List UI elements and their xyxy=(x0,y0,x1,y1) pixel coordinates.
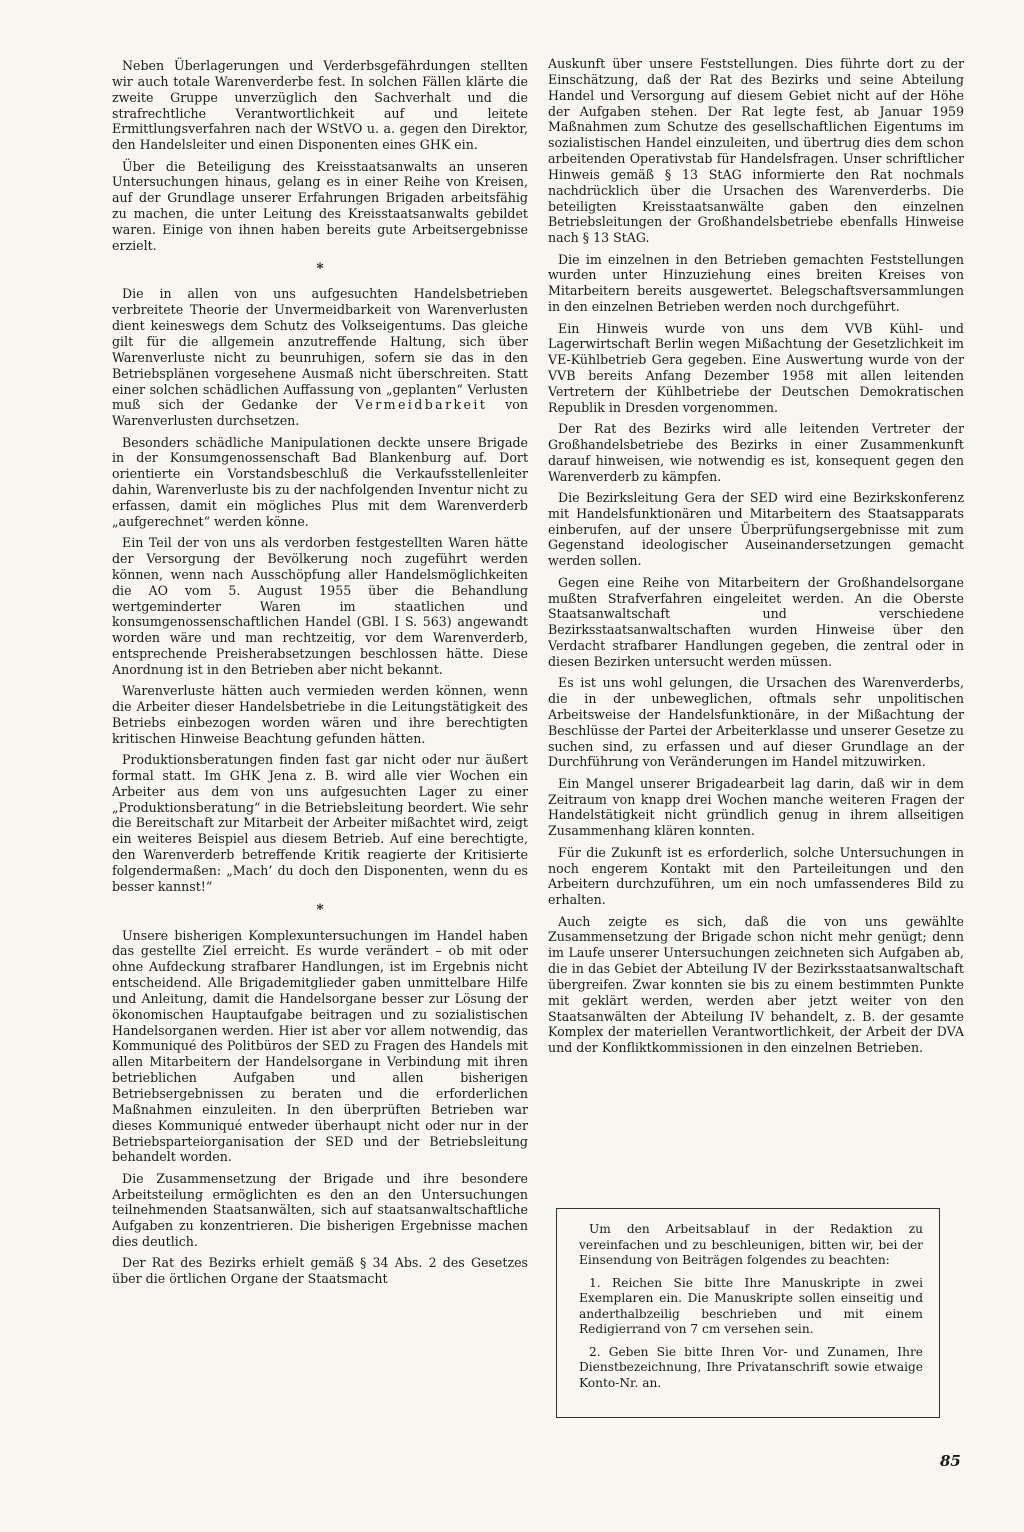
paragraph: Besonders schädliche Manipulationen deckte unsere Brigade in der Konsumgenossenschaft Bad Blankenburg auf. Dort orientierte ein Vorstandsbeschluß die Verkaufsstellenleiter dahin, Warenverluste bis zu der nachfolgenden Inventur nicht zu erfassen, damit ein mögliches Plus mit dem Warenverderb „aufgerechnet“ werden könne. xyxy=(112,434,528,529)
paragraph: Ein Teil der von uns als verdorben festgestellten Waren hätte der Versorgung der Bevölkerung noch zugeführt werden können, wenn nach Ausschöpfung aller Handelsmöglichkeiten die AO vom 5. August 1955 über die Behandlung wertgeminderter Waren im staatlichen und konsumgenossenschaftlichen Handel (GBl. I S. 563) angewandt worden wäre und man rechtzeitig, vor dem Warenverderb, entsprechende Preisherabsetzungen beschlossen hätte. Diese Anordnung ist in den Betrieben aber nicht bekannt. xyxy=(112,535,528,677)
paragraph: Warenverluste hätten auch vermieden werden können, wenn die Arbeiter dieser Handelsbetriebe in die Leitungstätigkeit des Betriebs einbezogen worden wären und ihre berechtigten kritischen Hinweise Beachtung gefunden hätten. xyxy=(112,683,528,746)
paragraph: Über die Beteiligung des Kreisstaatsanwalts an unseren Untersuchungen hinaus, gelang es in einer Reihe von Kreisen, auf der Grundlage unserer Erfahrungen Brigaden arbeitsfähig zu machen, die unter Leitung des Kreisstaatsanwalts gebildet waren. Einige von ihnen haben bereits gute Arbeitsergebnisse erzielt. xyxy=(112,158,528,253)
left-column xyxy=(112,58,528,1293)
paragraph: Produktionsberatungen finden fast gar nicht oder nur äußert formal statt. Im GHK Jena z. B. wird alle vier Wochen ein Arbeiter aus dem von uns aufgesuchten Lager zu einer „Produktionsberatung“ in die Betriebsleitung beordert. Wie sehr die Bereitschaft zur Mitarbeit der Arbeiter mißachtet wird, zeigt ein weiteres Beispiel aus diesem Betrieb. Auf eine berechtigte, den Warenverderb betreffende Kritik reagierte der Kritisierte folgendermaßen: „Mach’ du doch den Disponenten, wenn du es besser kannst!“ xyxy=(112,752,528,894)
paragraph: Der Rat des Bezirks erhielt gemäß § 34 Abs. 2 des Gesetzes über die örtlichen Organe der Staatsmacht xyxy=(112,1255,528,1287)
editorial-notice-box xyxy=(556,1208,940,1418)
page-number: 85 xyxy=(940,1452,961,1470)
paragraph: Neben Überlagerungen und Verderbsgefährdungen stellten wir auch totale Warenverderbe fest. In solchen Fällen klärte die zweite Gruppe unverzüglich den Sachverhalt und die strafrechtliche Verantwortlichkeit auf und leitete Ermittlungsverfahren nach der WStVO u. a. gegen den Direktor, den Handelsleiter und einen Disponenten eines GHK ein. xyxy=(112,58,528,153)
paragraph: Die in allen von uns aufgesuchten Handelsbetrieben verbreitete Theorie der Unvermeidbarkeit von Warenverlusten dient keineswegs dem Schutz des Volkseigentums. Das gleiche gilt für die allgemein anzutreffende Haltung, sich über Warenverluste nicht zu beunruhigen, sofern sie das in den Betriebsplänen vorgesehene Ausmaß nicht überschreiten. Statt einer solchen schädlichen Auffassung von „geplanten“ Verlusten muß sich der Gedanke der Vermeidbarkeit von Warenverlusten durchsetzen. xyxy=(112,286,528,429)
paragraph: Die Zusammensetzung der Brigade und ihre besondere Arbeitsteilung ermöglichten es den an den Untersuchungen teilnehmenden Staatsanwälten, sich auf staatsanwaltschaftliche Aufgaben zu konzentrieren. Die bisherigen Ergebnisse machen dies deutlich. xyxy=(112,1170,528,1250)
section-separator: * xyxy=(316,260,324,277)
paragraph: Gegen eine Reihe von Mitarbeitern der Großhandelsorgane mußten Strafverfahren eingeleitet werden. An die Oberste Staatsanwaltschaft und verschiedene Bezirksstaatsanwaltschaften wurden Hinweise über den Verdacht strafbarer Handlungen gegeben, die zentral oder in diesen Bezirken untersucht werden müssen. xyxy=(548,574,964,669)
right-column xyxy=(548,56,964,1062)
emphasized-word: Vermeidbarkeit xyxy=(355,397,488,413)
notice-item-1: 1. Reichen Sie bitte Ihre Manuskripte in zwei Exemplaren ein. Die Manuskripte sollen einseitig und anderthalbzeilig beschrieben und mit einem Redigierrand von 7 cm versehen sein. xyxy=(579,1275,923,1336)
paragraph: Der Rat des Bezirks wird alle leitenden Vertreter der Großhandelsbetriebe des Bezirks in einer Zusammenkunft darauf hinweisen, wie notwendig es ist, konsequent gegen den Warenverderb zu kämpfen. xyxy=(548,421,964,484)
paragraph: Unsere bisherigen Komplexuntersuchungen im Handel haben das gestellte Ziel erreicht. Es wurde verändert – ob mit oder ohne Aufdeckung strafbarer Handlungen, ist im Ergebnis nicht entscheidend. Alle Brigademitglieder gaben unmittelbare Hilfe und Anleitung, damit die Handelsorgane besser zur Lösung der ökonomischen Hauptaufgabe beitragen und zu sozialistischen Handelsorganen werden. Hier ist aber vor allem notwendig, das Kommuniqué des Politbüros der SED zu Fragen des Handels mit allen Mitarbeitern der Handelsorgane in Verbindung mit ihren betrieblichen Aufgaben und allen bisherigen Betriebsergebnissen zu beraten und die erforderlichen Maßnahmen einzuleiten. In den überprüften Betrieben war dieses Kommuniqué entweder überhaupt nicht oder nur in der Betriebsparteiorganisation der SED und der Betriebsleitung behandelt worden. xyxy=(112,927,528,1165)
paragraph: Die Bezirksleitung Gera der SED wird eine Bezirkskonferenz mit Handelsfunktionären und Mitarbeitern des Staatsapparats einberufen, auf der unsere Überprüfungsergebnisse mit zum Gegenstand ideologischer Auseinandersetzungen gemacht werden sollen. xyxy=(548,489,964,569)
notice-intro: Um den Arbeitsablauf in der Redaktion zu vereinfachen und zu beschleunigen, bitten wir, bei der Einsendung von Beiträgen folgendes zu beachten: xyxy=(579,1222,923,1267)
paragraph: Für die Zukunft ist es erforderlich, solche Untersuchungen in noch engerem Kontakt mit den Parteileitungen und den Arbeitern durchzuführen, um ein noch umfassenderes Bild zu erhalten. xyxy=(548,844,964,908)
paragraph: Auch zeigte es sich, daß die von uns gewählte Zusammensetzung der Brigade schon nicht mehr genügt; denn im Laufe unserer Untersuchungen zeichneten sich Aufgaben ab, die in das Gebiet der Abteilung IV der Bezirksstaatsanwaltschaft übergreifen. Zwar konnten sie bis zu einem bestimmten Punkte mit geklärt werden, werden aber jetzt weiter von den Staatsanwälten der Abteilung IV behandelt, z. B. der gesamte Komplex der materiellen Verantwortlichkeit, der Arbeit der DVA und der Konfliktkommissionen in den einzelnen Betrieben. xyxy=(548,913,964,1056)
paragraph: Die im einzelnen in den Betrieben gemachten Feststellungen wurden unter Hinzuziehung eines breiten Kreises von Mitarbeitern bereits ausgewertet. Belegschaftsversammlungen in den einzelnen Betrieben werden noch durchgeführt. xyxy=(548,251,964,315)
paragraph: Ein Hinweis wurde von uns dem VVB Kühl- und Lagerwirtschaft Berlin wegen Mißachtung der Gesetzlichkeit im VE-Kühlbetrieb Gera gegeben. Eine Auswertung wurde von der VVB bereits Anfang Dezember 1958 mit allen leitenden Vertretern der Kühlbetriebe der Deutschen Demokratischen Republik in Dresden vorgenommen. xyxy=(548,320,964,415)
section-separator: * xyxy=(316,901,324,918)
paragraph: Auskunft über unsere Feststellungen. Dies führte dort zu der Einschätzung, daß der Rat des Bezirks und seine Abteilung Handel und Versorgung auf diesem Gebiet nicht auf der Höhe der Aufgaben stehen. Der Rat legte fest, ab Januar 1959 Maßnahmen zum Schutze des gesellschaftlichen Eigentums im sozialistischen Handel einzuleiten, und übertrug dies dem schon arbeitenden Operativstab für Handelsfragen. Unser schriftlicher Hinweis gemäß § 13 StAG informierte den Rat nochmals nachdrücklich über die Ursachen des Warenverderbs. Die beteiligten Kreisstaatsanwälte gaben den einzelnen Betriebsleitungen der Großhandelsbetriebe ebenfalls Hinweise nach § 13 StAG. xyxy=(548,56,964,246)
notice-item-2: 2. Geben Sie bitte Ihren Vor- und Zunamen, Ihre Dienstbezeichnung, Ihre Privatanschrift sowie etwaige Konto-Nr. an. xyxy=(579,1344,923,1390)
paragraph: Ein Mangel unserer Brigadearbeit lag darin, daß wir in dem Zeitraum von knapp drei Wochen manche weiteren Fragen der Handelstätigkeit nicht gründlich genug in ihrem allseitigen Zusammenhang klären konnten. xyxy=(548,775,964,839)
paragraph: Es ist uns wohl gelungen, die Ursachen des Warenverderbs, die in der unbeweglichen, oftmals sehr unpolitischen Arbeitsweise der Handelsfunktionäre, in der Mißachtung der Beschlüsse der Partei der Arbeiterklasse und unserer Gesetze zu suchen sind, zu erfassen und auf dieser Grundlage an der Durchführung von Veränderungen im Handel mitzuwirken. xyxy=(548,675,964,770)
